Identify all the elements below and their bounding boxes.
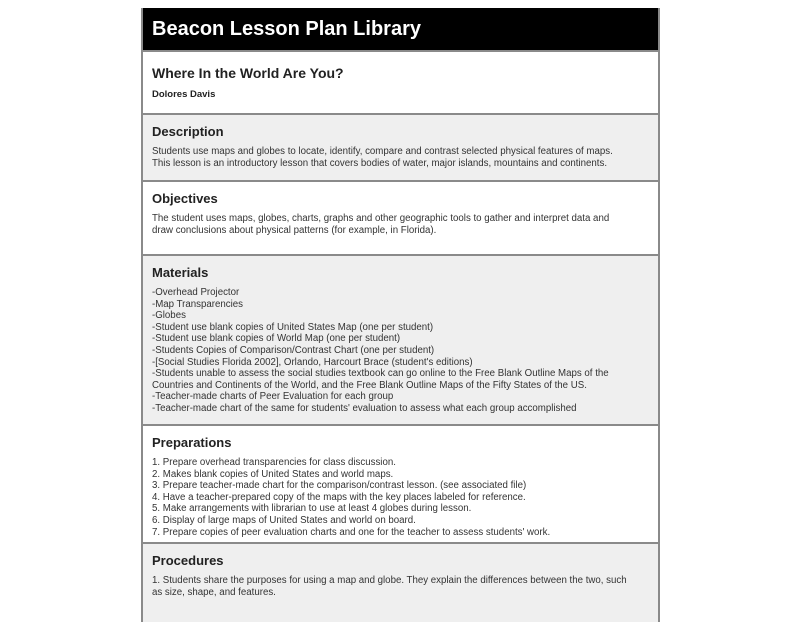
lesson-title: Where In the World Are You? — [152, 65, 344, 81]
materials-section — [143, 254, 658, 424]
description-line: Students use maps and globes to locate, identify, compare and contrast selected physical features of maps. — [152, 146, 613, 157]
materials-item: Countries and Continents of the World, and the Free Blank Outline Maps of the Fifty States of the US. — [152, 379, 587, 391]
preparations-item: 7. Prepare copies of peer evaluation charts and one for the teacher to assess students' work. — [152, 526, 551, 538]
preparations-item: 4. Have a teacher-prepared copy of the maps with the key places labeled for reference. — [152, 491, 526, 503]
materials-item: -Student use blank copies of United States Map (one per student) — [152, 321, 434, 333]
materials-item: -Teacher-made charts of Peer Evaluation for each group — [152, 391, 394, 403]
lesson-plan-page — [141, 8, 660, 622]
description-section — [143, 113, 658, 180]
site-banner — [143, 8, 658, 50]
preparations-heading: Preparations — [152, 435, 232, 450]
objectives-section — [143, 180, 658, 254]
materials-item: -Students unable to assess the social studies textbook can go online to the Free Blank Outline Maps of the — [152, 368, 609, 380]
description-line: This lesson is an introductory lesson that covers bodies of water, major islands, mountains and continents. — [152, 157, 608, 169]
procedures-item: as size, shape, and features. — [152, 586, 276, 598]
objectives-line: The student uses maps, globes, charts, graphs and other geographic tools to gather and interpret data and — [152, 213, 610, 224]
description-body — [152, 146, 649, 169]
preparations-item: 6. Display of large maps of United States and world on board. — [152, 514, 416, 526]
preparations-section — [143, 424, 658, 542]
preparations-list — [152, 457, 649, 538]
materials-item: -Student use blank copies of World Map (one per student) — [152, 333, 401, 345]
materials-item: -Map Transparencies — [152, 298, 243, 310]
objectives-body — [152, 213, 649, 236]
preparations-item: 2. Makes blank copies of United States and world maps. — [152, 468, 394, 480]
lesson-author: Dolores Davis — [152, 89, 216, 100]
materials-item: -Students Copies of Comparison/Contrast Chart (one per student) — [152, 344, 435, 356]
materials-item: -Globes — [152, 310, 186, 322]
description-heading: Description — [152, 124, 224, 139]
procedures-list — [152, 575, 649, 598]
preparations-item: 3. Prepare teacher-made chart for the comparison/contrast lesson. (see associated file) — [152, 480, 527, 492]
lesson-header — [143, 50, 658, 113]
materials-item: -Teacher-made chart of the same for students' evaluation to assess what each group accomplished — [152, 402, 577, 414]
procedures-item: 1. Students share the purposes for using a map and globe. They explain the differences between the two, such — [152, 575, 627, 586]
materials-list — [152, 287, 649, 415]
objectives-heading: Objectives — [152, 191, 218, 206]
materials-heading: Materials — [152, 265, 209, 280]
procedures-section — [143, 542, 658, 622]
site-title: Beacon Lesson Plan Library — [152, 18, 421, 40]
procedures-heading: Procedures — [152, 553, 224, 568]
preparations-item: 1. Prepare overhead transparencies for class discussion. — [152, 457, 396, 468]
materials-item: -[Social Studies Florida 2002], Orlando, Harcourt Brace (student's editions) — [152, 356, 473, 368]
preparations-item: 5. Make arrangements with librarian to use at least 4 globes during lesson. — [152, 503, 472, 515]
objectives-line: draw conclusions about physical patterns (for example, in Florida). — [152, 224, 437, 236]
materials-item: -Overhead Projector — [152, 287, 240, 298]
